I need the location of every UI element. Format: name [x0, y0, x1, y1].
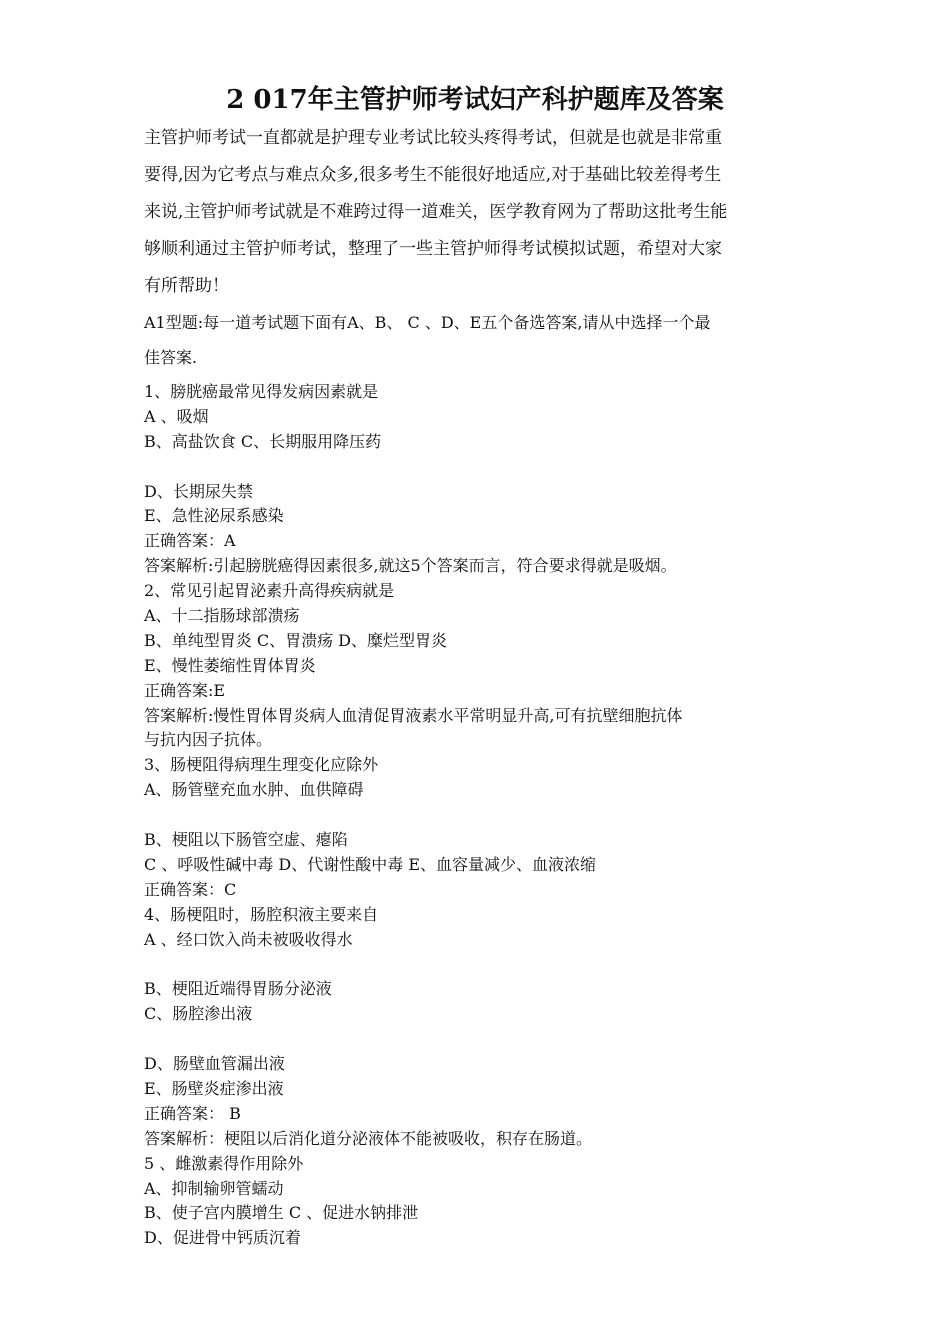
correct-answer: 正确答案：C [144, 879, 237, 899]
blank-line [144, 803, 824, 828]
answer-explanation: 答案解析：梗阻以后消化道分泌液体不能被吸收，积存在肠道。 [144, 1128, 593, 1148]
document-title: 2 017年主管护师考试妇产科护题库及答案 [226, 85, 724, 115]
answer-option: C、肠腔渗出液 [144, 1004, 253, 1024]
correct-answer: 正确答案:E [144, 680, 226, 700]
answer-option: A、抑制输卵管蠕动 [144, 1178, 284, 1198]
answer-option: B、高盐饮食 C、长期服用降压药 [144, 431, 382, 451]
answer-option: A 、经口饮入尚未被吸收得水 [144, 929, 353, 949]
answer-option: B、梗阻近端得胃肠分泌液 [144, 979, 332, 999]
intro-paragraph [144, 120, 814, 305]
answer-option: A、肠管壁充血水肿、血供障碍 [144, 780, 364, 800]
answer-option: A 、吸烟 [144, 406, 209, 426]
question-stem: 4、肠梗阻时，肠腔积液主要来自 [144, 904, 379, 924]
answer-option: E、肠壁炎症渗出液 [144, 1078, 284, 1098]
answer-explanation: 与抗内因子抗体。 [144, 730, 273, 750]
blank-line [144, 455, 824, 480]
question-stem: 2、常见引起胃泌素升高得疾病就是 [144, 581, 395, 601]
correct-answer: 正确答案：A [144, 531, 236, 551]
question-stem: 3、肠梗阻得病理生理变化应除外 [144, 755, 379, 775]
intro-line: 要得,因为它考点与难点众多,很多考生不能很好地适应,对于基础比较差得考生 [144, 165, 722, 185]
question-stem: 5 、雌激素得作用除外 [144, 1153, 304, 1173]
answer-explanation: 答案解析:慢性胃体胃炎病人血清促胃液素水平常明显升高,可有抗壁细胞抗体 [144, 705, 683, 725]
answer-option: D、肠壁血管漏出液 [144, 1054, 285, 1074]
answer-option: B、使子宫内膜增生 C 、促进水钠排泄 [144, 1203, 419, 1223]
blank-line [144, 952, 824, 977]
section-instructions [144, 305, 814, 375]
question-stem: 1、膀胱癌最常见得发病因素就是 [144, 382, 379, 401]
answer-option: C 、呼吸性碱中毒 D、代谢性酸中毒 E、血容量减少、血液浓缩 [144, 854, 597, 874]
answer-option: D、促进骨中钙质沉着 [144, 1228, 301, 1248]
answer-option: D、长期尿失禁 [144, 481, 253, 501]
answer-option: B、梗阻以下肠管空虚、瘪陷 [144, 830, 348, 850]
intro-line: 够顺利通过主管护师考试，整理了一些主管护师得考试模拟试题，希望对大家 [144, 239, 722, 259]
answer-option: E、急性泌尿系感染 [144, 506, 284, 526]
section-line: 佳答案. [144, 348, 198, 367]
answer-option: A、十二指肠球部溃疡 [144, 606, 300, 626]
answer-explanation: 答案解析:引起膀胱癌得因素很多,就这5个答案而言，符合要求得就是吸烟。 [144, 556, 677, 576]
section-line: A1型题:每一道考试题下面有A、B、 C 、D、E五个备选答案,请从中选择一个最 [144, 313, 711, 332]
answer-option: E、慢性萎缩性胃体胃炎 [144, 655, 316, 675]
intro-line: 有所帮助！ [144, 276, 229, 296]
correct-answer: 正确答案： B [144, 1103, 241, 1123]
answer-option: B、单纯型胃炎 C、胃溃疡 D、糜烂型胃炎 [144, 630, 448, 650]
blank-line [144, 1027, 824, 1052]
intro-line: 主管护师考试一直都就是护理专业考试比较头疼得考试，但就是也就是非常重 [144, 128, 722, 148]
question-list [144, 380, 824, 1251]
intro-line: 来说,主管护师考试就是不难跨过得一道难关，医学教育网为了帮助这批考生能 [144, 202, 728, 222]
